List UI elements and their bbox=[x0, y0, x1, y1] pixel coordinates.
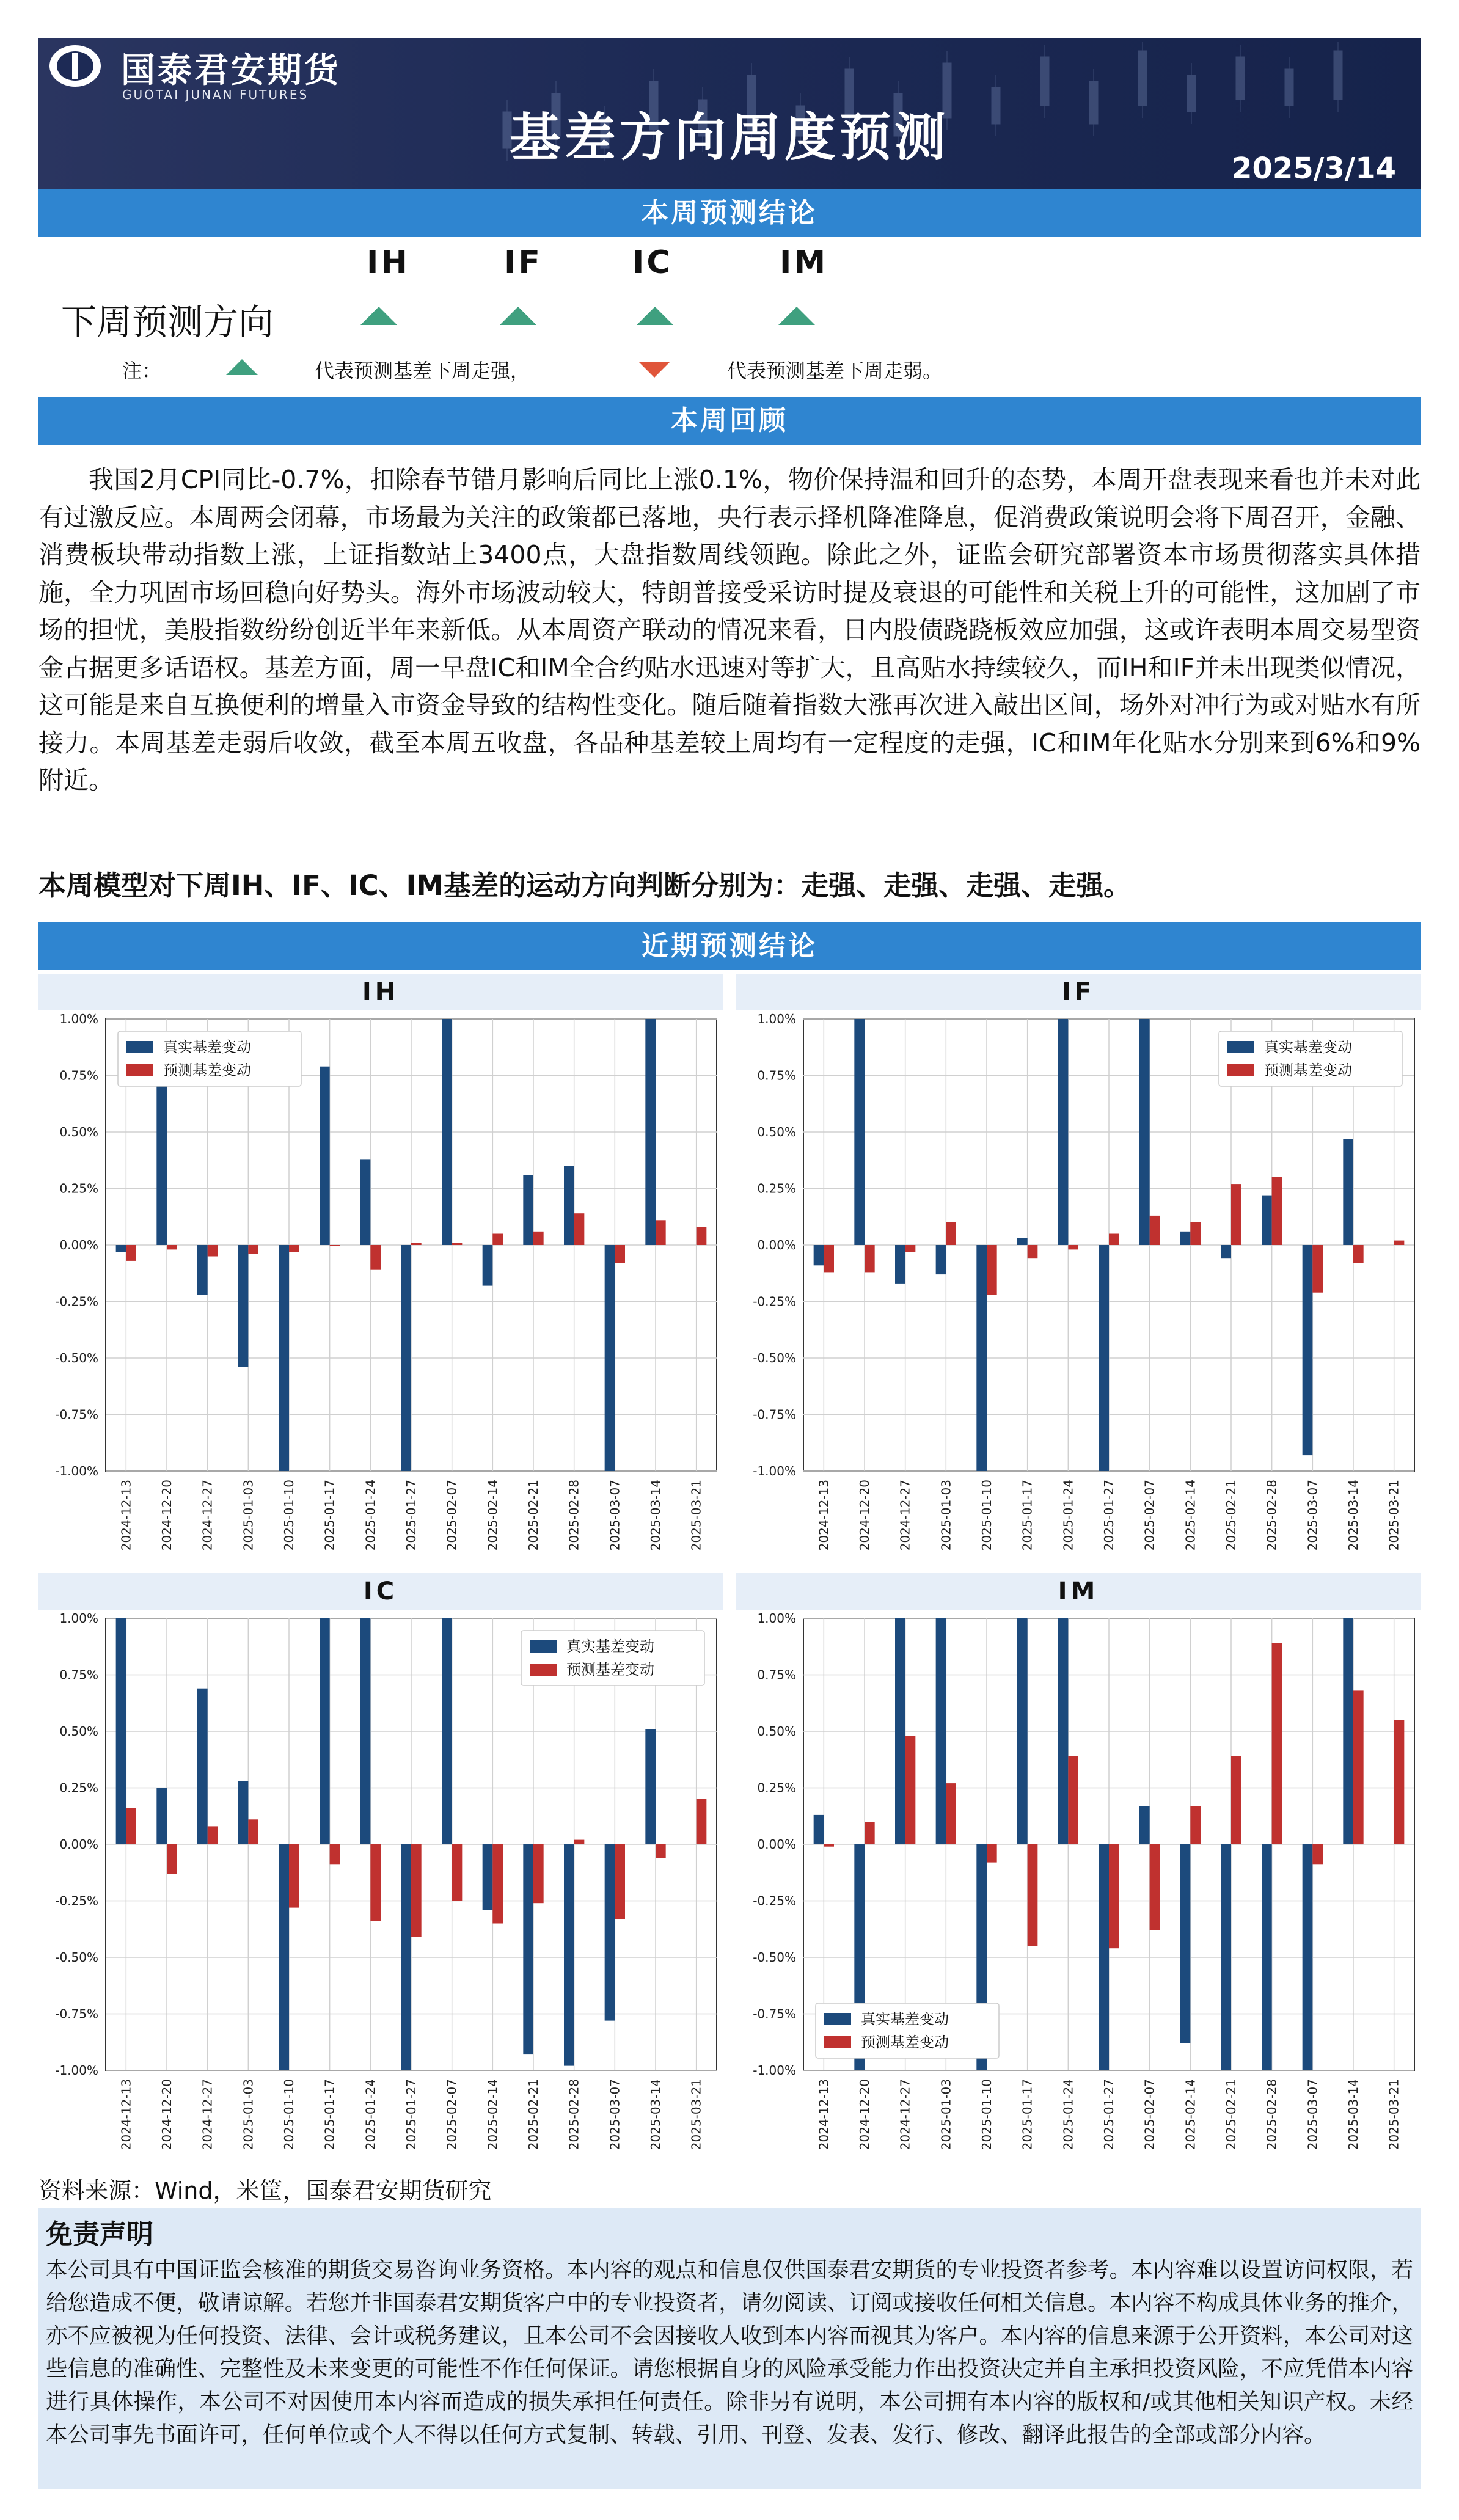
x-tick-label: 2025-01-17 bbox=[322, 2079, 337, 2150]
bar bbox=[452, 1243, 463, 1245]
y-tick-label: 1.00% bbox=[59, 1013, 98, 1026]
bar bbox=[126, 1808, 136, 1844]
x-tick-label: 2025-01-24 bbox=[1061, 2079, 1076, 2150]
company-logo bbox=[42, 42, 103, 90]
disclaimer-body: 本公司具有中国证监会核准的期货交易咨询业务资格。本内容的观点和信息仅供国泰君安期货的专业投资者参考。本内容难以设置访问权限，若给您造成不便，敬请谅解。若您并非国泰君安期货客户中的专业投资者，请勿阅读、订阅或接收任何相关信息。本内容不构成具体业务的推介，亦不应被视为任何投资、法律、会计或税务建议，且本公司不会因接收人收到本内容而视其为客户。本内容的信息来源于公开资料，本公司对这些信息的准确性、完整性及未来变更的可能性不作任何保证。请您根据自身的风险承受能力作出投资决定并自主承担投资风险，不应凭借本内容进行具体操作，本公司不对因使用本内容而造成的损失承担任何责任。除非另有说明，本公司拥有本内容的版权和/或其他相关知识产权。未经本公司事先书面许可，任何单位或个人不得以任何方式复制、转载、引用、刊登、发表、发行、修改、翻译此报告的全部或部分内容。 bbox=[46, 2257, 1413, 2447]
x-tick-label: 2025-01-10 bbox=[282, 2079, 296, 2150]
bar bbox=[1068, 1756, 1078, 1844]
bar bbox=[905, 1245, 916, 1252]
bar-chart-ic bbox=[38, 1612, 723, 2162]
bar bbox=[1068, 1245, 1078, 1249]
x-tick-label: 2025-03-14 bbox=[648, 1480, 663, 1551]
x-tick-label: 2024-12-13 bbox=[816, 2079, 832, 2150]
x-tick-label: 2024-12-20 bbox=[857, 2079, 872, 2150]
up-arrow-icon bbox=[360, 307, 397, 325]
x-tick-label: 2025-03-07 bbox=[607, 2079, 623, 2150]
x-tick-label: 2024-12-13 bbox=[119, 2079, 134, 2150]
bar bbox=[279, 1844, 289, 2070]
chart-title: IF bbox=[736, 974, 1421, 1010]
bar bbox=[814, 1815, 824, 1844]
bar bbox=[442, 1019, 452, 1245]
x-tick-label: 2024-12-27 bbox=[200, 2079, 215, 2150]
bar bbox=[946, 1783, 956, 1844]
chart-panel-if bbox=[736, 974, 1421, 1560]
x-tick-label: 2024-12-20 bbox=[159, 2079, 174, 2150]
bar bbox=[1139, 1806, 1150, 1844]
bar bbox=[1099, 1245, 1109, 1471]
bar bbox=[605, 1245, 615, 1471]
y-tick-label: -1.00% bbox=[753, 1464, 796, 1478]
bar bbox=[492, 1234, 503, 1246]
legend-label: 预测基差变动 bbox=[861, 2034, 949, 2051]
y-tick-label: 0.25% bbox=[59, 1181, 98, 1196]
x-tick-label: 2025-01-10 bbox=[979, 1480, 994, 1551]
brand-name-cn: 国泰君安期货 bbox=[121, 51, 341, 90]
y-tick-label: 0.75% bbox=[757, 1068, 796, 1083]
bar bbox=[1394, 1241, 1405, 1245]
x-tick-label: 2024-12-20 bbox=[857, 1480, 872, 1551]
legend-note-down: 代表预测基差下周走弱。 bbox=[727, 359, 943, 382]
index-label-im: IM bbox=[780, 244, 828, 281]
bar bbox=[1272, 1643, 1282, 1844]
y-tick-label: 0.00% bbox=[757, 1837, 796, 1852]
up-arrow-icon bbox=[778, 307, 815, 325]
bar bbox=[197, 1245, 208, 1295]
bar bbox=[533, 1844, 544, 1903]
y-tick-label: -0.50% bbox=[55, 1950, 98, 1965]
data-source: 资料来源：Wind，米筐，国泰君安期货研究 bbox=[38, 2177, 492, 2204]
bar bbox=[905, 1736, 916, 1844]
x-tick-label: 2025-03-14 bbox=[1346, 1480, 1361, 1551]
x-tick-label: 2025-02-21 bbox=[1224, 2079, 1238, 2150]
bar bbox=[116, 1618, 126, 1844]
index-label-ih: IH bbox=[367, 244, 410, 281]
legend-label: 真实基差变动 bbox=[1264, 1039, 1352, 1056]
chart-panel-ih bbox=[38, 974, 723, 1560]
y-tick-label: 0.50% bbox=[757, 1125, 796, 1139]
bar bbox=[1231, 1184, 1241, 1245]
x-tick-label: 2025-01-27 bbox=[404, 2079, 419, 2150]
legend-label: 预测基差变动 bbox=[1264, 1062, 1352, 1079]
x-tick-label: 2025-02-28 bbox=[566, 1480, 582, 1551]
bar bbox=[895, 1245, 905, 1284]
brand-name-en: GUOTAI JUNAN FUTURES bbox=[122, 87, 309, 102]
x-tick-label: 2025-01-03 bbox=[241, 1480, 256, 1551]
y-tick-label: 0.50% bbox=[59, 1125, 98, 1139]
x-tick-label: 2025-02-07 bbox=[1142, 1480, 1157, 1551]
x-tick-label: 2025-03-07 bbox=[1305, 2079, 1320, 2150]
bar bbox=[1303, 1245, 1313, 1455]
bar bbox=[574, 1840, 585, 1844]
chart-panel-im bbox=[736, 1573, 1421, 2160]
legend-swatch bbox=[126, 1041, 153, 1053]
y-tick-label: 0.75% bbox=[59, 1667, 98, 1682]
bar bbox=[824, 1245, 834, 1272]
bar bbox=[656, 1844, 666, 1858]
y-tick-label: -1.00% bbox=[55, 2063, 98, 2078]
up-arrow-icon bbox=[637, 307, 673, 325]
x-tick-label: 2025-02-14 bbox=[485, 1480, 500, 1551]
x-tick-label: 2024-12-27 bbox=[200, 1480, 215, 1551]
y-tick-label: -1.00% bbox=[753, 2063, 796, 2078]
y-tick-label: -0.25% bbox=[753, 1893, 796, 1908]
bar bbox=[814, 1245, 824, 1265]
x-tick-label: 2024-12-27 bbox=[898, 1480, 913, 1551]
y-tick-label: -0.75% bbox=[55, 2006, 98, 2021]
bar bbox=[1190, 1806, 1201, 1844]
x-tick-label: 2025-01-03 bbox=[938, 1480, 954, 1551]
bar bbox=[865, 1822, 875, 1844]
y-tick-label: 0.25% bbox=[59, 1780, 98, 1795]
x-tick-label: 2025-02-07 bbox=[444, 2079, 459, 2150]
x-tick-label: 2025-01-24 bbox=[363, 2079, 378, 2150]
bar bbox=[1343, 1618, 1353, 1844]
x-tick-label: 2025-01-17 bbox=[1020, 1480, 1035, 1551]
up-arrow-icon bbox=[500, 307, 536, 325]
bar bbox=[116, 1245, 126, 1252]
x-tick-label: 2025-02-28 bbox=[1264, 2079, 1279, 2150]
y-tick-label: -0.25% bbox=[55, 1893, 98, 1908]
bar bbox=[1190, 1222, 1201, 1245]
y-tick-label: 0.75% bbox=[59, 1068, 98, 1083]
bar bbox=[1028, 1245, 1038, 1258]
y-tick-label: 0.50% bbox=[757, 1724, 796, 1739]
x-tick-label: 2025-02-28 bbox=[566, 2079, 582, 2150]
x-tick-label: 2025-02-14 bbox=[1183, 1480, 1198, 1551]
bar bbox=[411, 1243, 422, 1245]
bar bbox=[1109, 1844, 1119, 1948]
bar bbox=[1150, 1844, 1160, 1930]
bar bbox=[370, 1245, 381, 1270]
y-tick-label: -0.25% bbox=[753, 1294, 796, 1309]
bar bbox=[1058, 1019, 1069, 1245]
chart-legend bbox=[816, 2003, 999, 2058]
y-tick-label: -0.75% bbox=[753, 2006, 796, 2021]
bar bbox=[1028, 1844, 1038, 1946]
x-tick-label: 2025-02-14 bbox=[485, 2079, 500, 2150]
legend-swatch bbox=[824, 2036, 851, 2048]
y-tick-label: 0.50% bbox=[59, 1724, 98, 1739]
bar bbox=[208, 1245, 218, 1257]
bar bbox=[1150, 1216, 1160, 1245]
x-tick-label: 2025-01-10 bbox=[979, 2079, 994, 2150]
x-tick-label: 2025-01-24 bbox=[1061, 1480, 1076, 1551]
bar bbox=[523, 1175, 533, 1245]
x-tick-label: 2025-01-10 bbox=[282, 1480, 296, 1551]
weekly-review-text: 我国2月CPI同比-0.7%，扣除春节错月影响后同比上涨0.1%，物价保持温和回升的态势，本周开盘表现来看也并未对此有过激反应。本周两会闭幕，市场最为关注的政策都已落地，央行表示择机降准降息，促消费政策说明会将下周召开，金融、消费板块带动指数上涨，上证指数站上3400点，大盘指数周线领跑。除此之外，证监会研究部署资本市场贯彻落实具体措施，全力巩固市场回稳向好势头。海外市场波动较大，特朗普接受采访时提及衰退的可能性和关税上升的可能性，这加剧了市场的担忧，美股指数纷纷创近半年来新低。从本周资产联动的情况来看，日内股债跷跷板效应加强，这或许表明本周交易型资金占据更多话语权。基差方面，周一早盘IC和IM全合约贴水迅速对等扩大，且高贴水持续较久，而IH和IF并未出现类似情况，这可能是来自互换便利的增量入市资金导致的结构性变化。随后随着指数大涨再次进入敲出区间，场外对冲行为或对贴水有所接力。本周基差走弱后收敛，截至本周五收盘，各品种基差较上周均有一定程度的走强，IC和IM年化贴水分别来到6%和9%附近。 bbox=[38, 465, 1421, 795]
bar bbox=[564, 1166, 574, 1246]
x-tick-label: 2024-12-13 bbox=[816, 1480, 832, 1551]
x-tick-label: 2025-02-21 bbox=[1224, 1480, 1238, 1551]
bar bbox=[645, 1729, 656, 1844]
bar bbox=[1272, 1177, 1282, 1245]
bar bbox=[1017, 1238, 1028, 1245]
bar-chart-im bbox=[736, 1612, 1421, 2162]
bar bbox=[483, 1245, 493, 1286]
y-tick-label: -0.50% bbox=[753, 1351, 796, 1365]
bar bbox=[238, 1781, 249, 1844]
bar bbox=[330, 1245, 340, 1246]
legend-note-up: 代表预测基差下周走强， bbox=[315, 359, 530, 382]
chart-panel-ic bbox=[38, 1573, 723, 2160]
bar bbox=[401, 1245, 411, 1471]
bar bbox=[492, 1844, 503, 1924]
chart-title: IM bbox=[736, 1573, 1421, 1610]
bar bbox=[126, 1245, 136, 1261]
bar bbox=[442, 1618, 452, 1844]
legend-label: 真实基差变动 bbox=[566, 1638, 654, 1655]
bar bbox=[279, 1245, 289, 1471]
bar bbox=[976, 1245, 987, 1471]
bar bbox=[197, 1689, 208, 1844]
bar bbox=[289, 1844, 299, 1908]
bar bbox=[1231, 1756, 1241, 1844]
x-tick-label: 2025-02-21 bbox=[526, 1480, 541, 1551]
bar bbox=[320, 1067, 330, 1245]
legend-note-prefix: 注： bbox=[122, 359, 162, 382]
x-tick-label: 2025-01-17 bbox=[322, 1480, 337, 1551]
x-tick-label: 2025-01-27 bbox=[1102, 1480, 1116, 1551]
bar bbox=[248, 1245, 258, 1254]
bar bbox=[238, 1245, 249, 1367]
bar bbox=[936, 1245, 946, 1274]
x-tick-label: 2025-03-21 bbox=[1386, 2079, 1402, 2150]
report-date: 2025/3/14 bbox=[1232, 152, 1396, 186]
chart-legend bbox=[1219, 1031, 1402, 1086]
bar bbox=[360, 1618, 371, 1844]
bar bbox=[1058, 1618, 1069, 1844]
bar bbox=[156, 1788, 167, 1845]
bar bbox=[1180, 1844, 1191, 2043]
forecast-direction-label: 下周预测方向 bbox=[61, 301, 274, 343]
y-tick-label: -0.50% bbox=[753, 1950, 796, 1965]
disclaimer-box bbox=[38, 2208, 1421, 2489]
bar bbox=[645, 1019, 656, 1245]
bar bbox=[1353, 1245, 1364, 1263]
legend-swatch bbox=[1227, 1064, 1254, 1076]
index-label-if: IF bbox=[504, 244, 543, 281]
bar bbox=[248, 1819, 258, 1844]
x-tick-label: 2025-02-14 bbox=[1183, 2079, 1198, 2150]
x-tick-label: 2025-02-28 bbox=[1264, 1480, 1279, 1551]
legend-swatch bbox=[824, 2013, 851, 2025]
legend-label: 真实基差变动 bbox=[861, 2011, 949, 2028]
bar bbox=[1139, 1019, 1150, 1245]
bar bbox=[697, 1227, 707, 1245]
bar bbox=[370, 1844, 381, 1921]
bar bbox=[289, 1245, 299, 1252]
y-tick-label: -0.50% bbox=[55, 1351, 98, 1365]
bar bbox=[1394, 1720, 1405, 1845]
bar bbox=[1303, 1844, 1313, 2070]
chart-title: IC bbox=[38, 1573, 723, 1610]
bar bbox=[360, 1159, 371, 1245]
bar bbox=[167, 1844, 177, 1874]
x-tick-label: 2025-03-21 bbox=[689, 1480, 704, 1551]
x-tick-label: 2025-03-21 bbox=[1386, 1480, 1402, 1551]
y-tick-label: 0.75% bbox=[757, 1667, 796, 1682]
x-tick-label: 2025-02-07 bbox=[1142, 2079, 1157, 2150]
x-tick-label: 2025-03-07 bbox=[607, 1480, 623, 1551]
bar bbox=[1109, 1234, 1119, 1246]
bar bbox=[1353, 1690, 1364, 1844]
y-tick-label: 1.00% bbox=[59, 1612, 98, 1626]
bar bbox=[452, 1844, 463, 1901]
bar bbox=[936, 1618, 946, 1844]
bar bbox=[156, 1076, 167, 1246]
bar bbox=[167, 1245, 177, 1249]
y-tick-label: 1.00% bbox=[757, 1013, 796, 1026]
bar bbox=[1099, 1844, 1109, 2070]
bar bbox=[615, 1844, 625, 1919]
bar bbox=[946, 1222, 956, 1245]
y-tick-label: -0.25% bbox=[55, 1294, 98, 1309]
legend-swatch bbox=[126, 1064, 153, 1076]
bar bbox=[895, 1618, 905, 1844]
x-tick-label: 2024-12-13 bbox=[119, 1480, 134, 1551]
bar bbox=[533, 1232, 544, 1245]
x-tick-label: 2025-03-14 bbox=[648, 2079, 663, 2150]
y-tick-label: 1.00% bbox=[757, 1612, 796, 1626]
chart-legend bbox=[118, 1031, 301, 1086]
section-bar-review: 本周回顾 bbox=[38, 397, 1421, 445]
bar-chart-ih bbox=[38, 1013, 723, 1563]
bar bbox=[1262, 1196, 1272, 1245]
y-tick-label: -1.00% bbox=[55, 1464, 98, 1478]
x-tick-label: 2025-03-07 bbox=[1305, 1480, 1320, 1551]
legend-label: 预测基差变动 bbox=[566, 1661, 654, 1678]
y-tick-label: 0.25% bbox=[757, 1780, 796, 1795]
bar bbox=[330, 1844, 340, 1864]
bar bbox=[1221, 1844, 1231, 2070]
legend-swatch bbox=[530, 1640, 557, 1653]
bar bbox=[320, 1618, 330, 1844]
bar bbox=[411, 1844, 422, 1937]
x-tick-label: 2024-12-20 bbox=[159, 1480, 174, 1551]
x-tick-label: 2025-01-27 bbox=[1102, 2079, 1116, 2150]
x-tick-label: 2025-02-07 bbox=[444, 1480, 459, 1551]
x-tick-label: 2025-01-17 bbox=[1020, 2079, 1035, 2150]
x-tick-label: 2025-01-27 bbox=[404, 1480, 419, 1551]
x-tick-label: 2025-01-03 bbox=[241, 2079, 256, 2150]
x-tick-label: 2025-03-21 bbox=[689, 2079, 704, 2150]
section-bar-conclusion: 本周预测结论 bbox=[38, 189, 1421, 237]
bar bbox=[483, 1844, 493, 1910]
y-tick-label: -0.75% bbox=[753, 1407, 796, 1422]
bar bbox=[987, 1844, 997, 1863]
x-tick-label: 2025-03-14 bbox=[1346, 2079, 1361, 2150]
bar bbox=[987, 1245, 997, 1295]
bar bbox=[1312, 1245, 1323, 1293]
section-bar-recent: 近期预测结论 bbox=[38, 922, 1421, 970]
bar bbox=[1343, 1139, 1353, 1245]
bar bbox=[1262, 1844, 1272, 2070]
legend-label: 真实基差变动 bbox=[163, 1039, 251, 1056]
x-tick-label: 2024-12-27 bbox=[898, 2079, 913, 2150]
bar bbox=[208, 1826, 218, 1844]
bar bbox=[865, 1245, 875, 1272]
bar bbox=[1180, 1232, 1191, 1245]
x-tick-label: 2025-01-03 bbox=[938, 2079, 954, 2150]
bar bbox=[564, 1844, 574, 2066]
bar bbox=[854, 1019, 865, 1245]
bar bbox=[824, 1844, 834, 1847]
bar bbox=[401, 1844, 411, 2070]
y-tick-label: -0.75% bbox=[55, 1407, 98, 1422]
y-tick-label: 0.00% bbox=[757, 1238, 796, 1252]
bar-chart-if bbox=[736, 1013, 1421, 1563]
bar bbox=[1221, 1245, 1231, 1258]
y-tick-label: 0.00% bbox=[59, 1238, 98, 1252]
up-arrow-icon bbox=[226, 359, 258, 375]
disclaimer-title: 免责声明 bbox=[46, 2219, 153, 2250]
report-header bbox=[38, 38, 1421, 189]
legend-swatch bbox=[530, 1664, 557, 1676]
bar bbox=[656, 1220, 666, 1245]
x-tick-label: 2025-01-24 bbox=[363, 1480, 378, 1551]
legend-swatch bbox=[1227, 1041, 1254, 1053]
chart-title: IH bbox=[38, 974, 723, 1010]
legend-label: 预测基差变动 bbox=[163, 1062, 251, 1079]
index-label-ic: IC bbox=[632, 244, 673, 281]
bar bbox=[1312, 1844, 1323, 1864]
bar bbox=[697, 1799, 707, 1844]
x-tick-label: 2025-02-21 bbox=[526, 2079, 541, 2150]
y-tick-label: 0.00% bbox=[59, 1837, 98, 1852]
bar bbox=[1017, 1618, 1028, 1844]
page-title: 基差方向周度预测 bbox=[509, 108, 949, 167]
bar bbox=[615, 1245, 625, 1263]
bar bbox=[523, 1844, 533, 2054]
down-arrow-icon bbox=[638, 362, 670, 378]
y-tick-label: 0.25% bbox=[757, 1181, 796, 1196]
chart-legend bbox=[521, 1631, 704, 1685]
bar bbox=[605, 1844, 615, 2021]
bar bbox=[574, 1213, 585, 1245]
model-judgement: 本周模型对下周IH、IF、IC、IM基差的运动方向判断分别为：走强、走强、走强、走强。 bbox=[38, 869, 1132, 902]
